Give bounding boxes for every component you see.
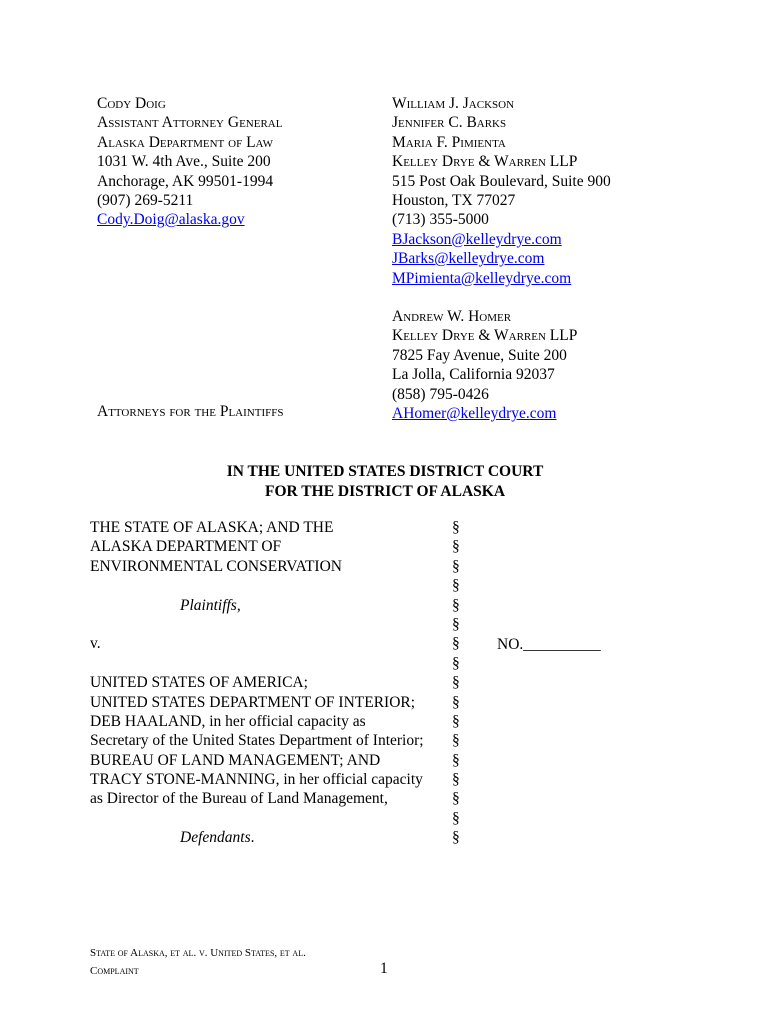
co-counsel-address-line-1: 515 Post Oak Boulevard, Suite 900: [392, 172, 611, 190]
court-heading-line-1: IN THE UNITED STATES DISTRICT COURT: [226, 463, 544, 480]
co-counsel-address-line-2: Houston, TX 77027: [392, 192, 516, 210]
page-footer: [90, 944, 306, 980]
co-counsel-2-block: [392, 307, 577, 423]
plaintiffs-label-suffix: ,: [236, 596, 241, 614]
counsel-email-link[interactable]: Cody.Doig@alaska.gov: [97, 211, 245, 229]
section-symbol: §: [452, 674, 460, 692]
co-counsel-2-phone: (858) 795-0426: [392, 385, 489, 403]
counsel-title: Assistant Attorney General: [97, 114, 283, 132]
co-counsel-name: Jennifer C. Barks: [392, 114, 507, 132]
court-heading: [0, 462, 770, 501]
defendant-line: DEB HAALAND, in her official capacity as: [90, 712, 366, 730]
section-symbol: §: [452, 790, 460, 808]
co-counsel-name: William J. Jackson: [392, 95, 515, 112]
plaintiff-line: ENVIRONMENTAL CONSERVATION: [90, 557, 342, 575]
defendant-line: UNITED STATES OF AMERICA;: [90, 674, 308, 692]
section-symbol: §: [452, 829, 460, 847]
co-counsel-name: Maria F. Pimienta: [392, 133, 506, 151]
section-symbol: §: [452, 654, 460, 672]
defendant-line: UNITED STATES DEPARTMENT OF INTERIOR;: [90, 693, 416, 711]
co-counsel-2-address-line-2: La Jolla, California 92037: [392, 366, 555, 384]
section-symbol: §: [452, 809, 460, 827]
defendant-line: Secretary of the United States Department of Interior;: [90, 732, 424, 750]
counsel-phone: (907) 269-5211: [97, 192, 194, 210]
defendant-line: BUREAU OF LAND MANAGEMENT; AND: [90, 751, 381, 769]
defendants-label: Defendants: [180, 829, 251, 847]
counsel-name: Cody Doig: [97, 95, 166, 112]
counsel-address-line-1: 1031 W. 4th Ave., Suite 200: [97, 153, 271, 171]
co-counsel-2-firm: Kelley Drye & Warren LLP: [392, 327, 578, 345]
plaintiff-line: ALASKA DEPARTMENT OF: [90, 538, 282, 556]
plaintiff-line: THE STATE OF ALASKA; AND THE: [90, 519, 334, 536]
versus: v.: [90, 635, 101, 653]
case-number: NO.__________: [497, 636, 601, 653]
co-counsel-email-link[interactable]: MPimienta@kelleydrye.com: [392, 269, 572, 287]
footer-document-type: Complaint: [90, 965, 139, 977]
section-symbol: §: [452, 596, 460, 614]
co-counsel-email-link[interactable]: JBarks@kelleydrye.com: [392, 250, 545, 268]
plaintiffs-label: Plaintiffs: [180, 596, 237, 614]
counsel-office: Alaska Department of Law: [97, 133, 273, 151]
co-counsel-2-address-line-1: 7825 Fay Avenue, Suite 200: [392, 346, 567, 364]
attorneys-for-plaintiffs: Attorneys for the Plaintiffs: [97, 403, 284, 420]
case-caption-parties: [90, 518, 424, 848]
page-number: 1: [380, 960, 388, 977]
section-symbol: §: [452, 557, 460, 575]
defendant-line: as Director of the Bureau of Land Management,: [90, 790, 388, 808]
court-heading-line-2: FOR THE DISTRICT OF ALASKA: [264, 482, 506, 500]
section-symbol: §: [452, 538, 460, 556]
section-symbol: §: [452, 577, 460, 595]
plaintiff-counsel-block: [97, 94, 282, 230]
co-counsel-2-name: Andrew W. Homer: [392, 308, 512, 325]
footer-case-title: State of Alaska, et al. v. United States, et al.: [90, 947, 306, 959]
counsel-address-line-2: Anchorage, AK 99501-1994: [97, 172, 274, 190]
co-counsel-2-email-link[interactable]: AHomer@kelleydrye.com: [392, 405, 557, 423]
co-counsel-email-link[interactable]: BJackson@kelleydrye.com: [392, 230, 562, 248]
defendant-line: TRACY STONE-MANNING, in her official capacity: [90, 771, 423, 789]
section-symbol: §: [452, 732, 460, 750]
defendants-label-suffix: .: [250, 829, 255, 847]
section-symbol: §: [452, 519, 460, 536]
section-symbol: §: [452, 751, 460, 769]
section-symbol: §: [452, 635, 460, 653]
section-symbol: §: [452, 615, 460, 633]
co-counsel-block: [392, 94, 611, 288]
co-counsel-phone: (713) 355-5000: [392, 211, 489, 229]
section-symbol: §: [452, 771, 460, 789]
co-counsel-firm: Kelley Drye & Warren LLP: [392, 153, 578, 171]
section-symbol: §: [452, 712, 460, 730]
section-symbol: §: [452, 693, 460, 711]
section-symbol-column: [452, 518, 460, 848]
